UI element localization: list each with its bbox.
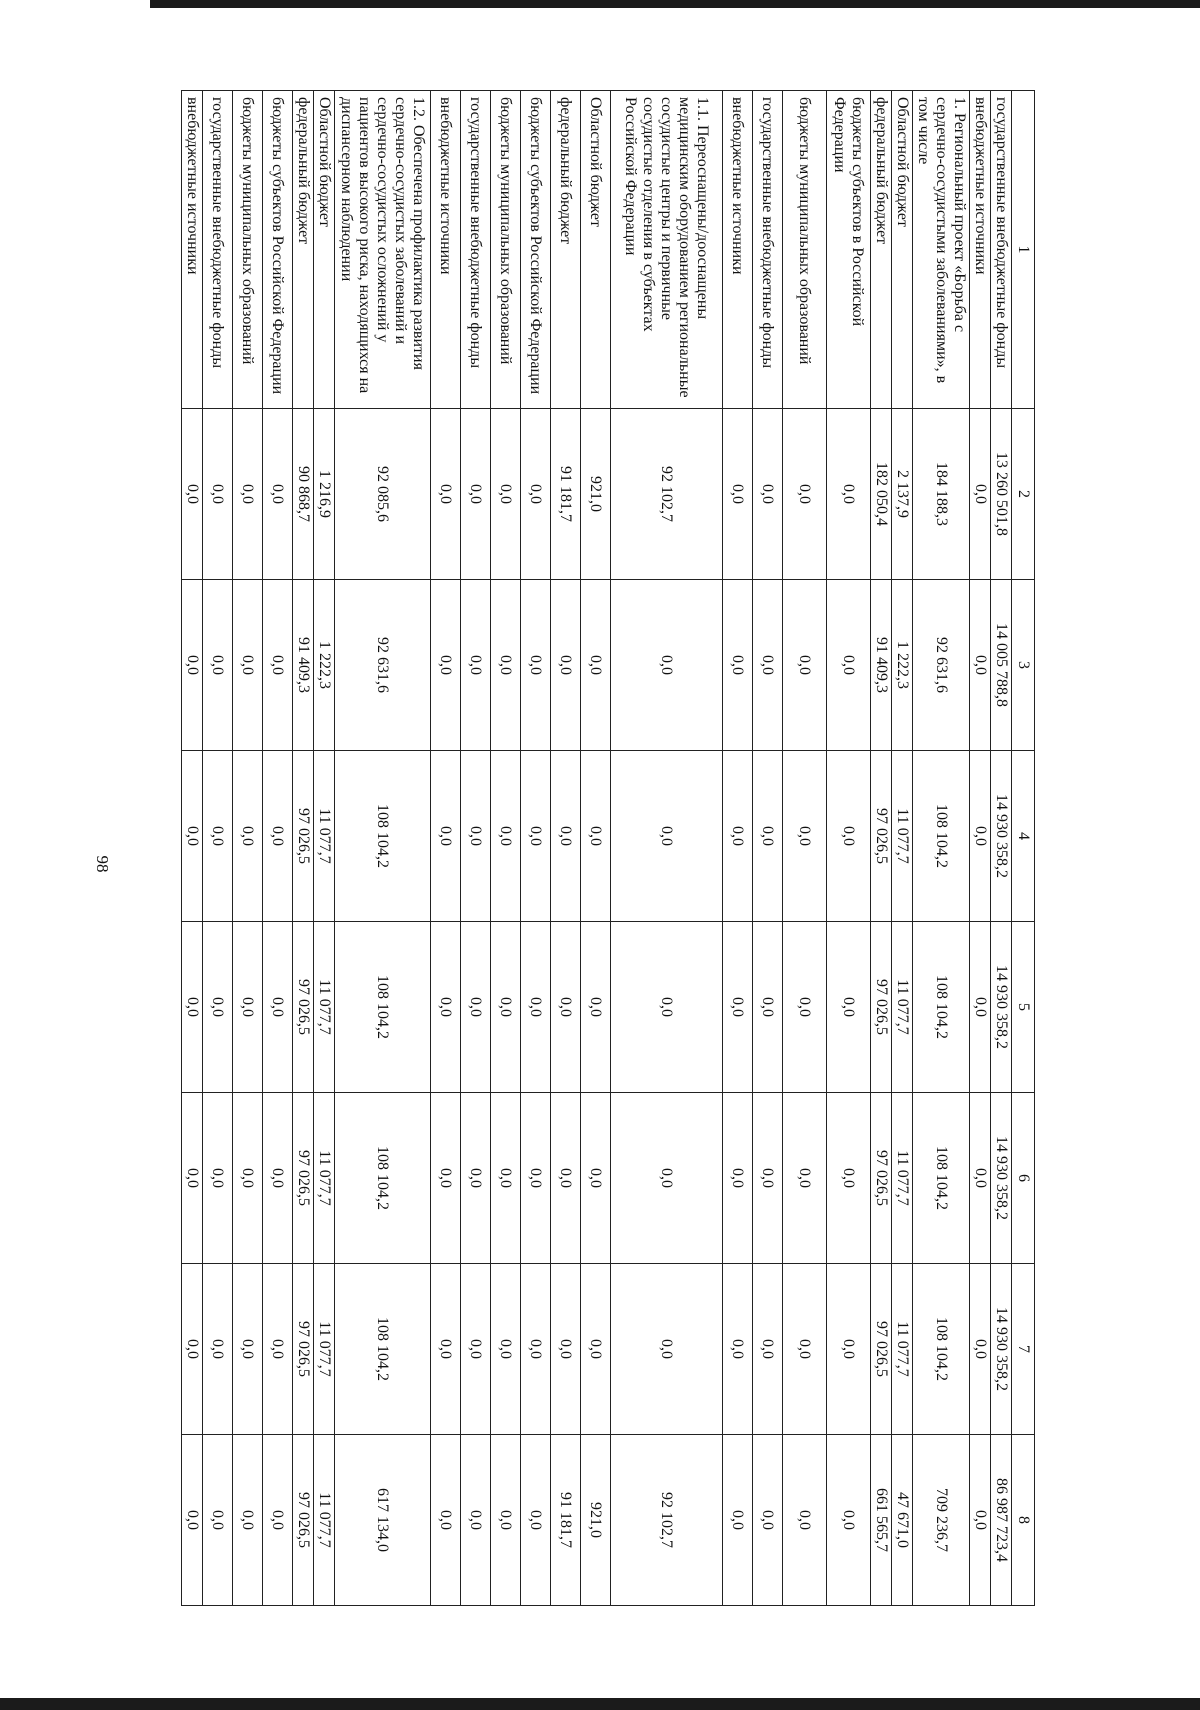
value-cell: 0,0 — [233, 922, 263, 1093]
value-cell: 921,0 — [581, 1435, 611, 1606]
value-cell: 0,0 — [753, 580, 783, 751]
value-cell: 0,0 — [461, 1264, 491, 1435]
table-row — [783, 91, 827, 1606]
value-cell: 0,0 — [581, 1264, 611, 1435]
value-cell: 0,0 — [827, 922, 871, 1093]
row-label: государственные внебюджетные фонды — [203, 91, 233, 409]
value-cell: 90 868,7 — [293, 409, 314, 580]
row-label: внебюджетные источники — [723, 91, 753, 409]
value-cell: 0,0 — [461, 922, 491, 1093]
value-cell: 0,0 — [182, 580, 203, 751]
value-cell: 11 077,7 — [314, 751, 335, 922]
value-cell: 0,0 — [581, 922, 611, 1093]
row-label: Областной бюджет — [892, 91, 913, 409]
value-cell: 0,0 — [723, 580, 753, 751]
table-row — [827, 91, 871, 1606]
value-cell: 0,0 — [203, 751, 233, 922]
table-row — [892, 91, 913, 1606]
value-cell: 0,0 — [970, 1435, 991, 1606]
value-cell: 0,0 — [611, 751, 723, 922]
value-cell: 0,0 — [970, 1093, 991, 1264]
value-cell: 11 077,7 — [314, 1264, 335, 1435]
value-cell: 0,0 — [233, 1093, 263, 1264]
value-cell: 0,0 — [461, 751, 491, 922]
value-cell: 0,0 — [551, 580, 581, 751]
value-cell: 0,0 — [461, 1435, 491, 1606]
value-cell: 0,0 — [233, 1435, 263, 1606]
row-label: 1.1. Переоснащены/дооснащены медицинским оборудованием региональные сосудистые центры и первичные сосудистые отделения в субъектах Российской Федерации — [611, 91, 723, 409]
value-cell: 91 181,7 — [551, 1435, 581, 1606]
row-label: внебюджетные источники — [431, 91, 461, 409]
column-header: 2 — [1012, 409, 1035, 580]
value-cell: 0,0 — [521, 1264, 551, 1435]
table-row — [871, 91, 892, 1606]
value-cell: 0,0 — [827, 1435, 871, 1606]
value-cell: 0,0 — [753, 1093, 783, 1264]
value-cell: 0,0 — [233, 1264, 263, 1435]
table-row — [233, 91, 263, 1606]
value-cell: 0,0 — [970, 922, 991, 1093]
value-cell: 0,0 — [182, 409, 203, 580]
value-cell: 0,0 — [723, 1093, 753, 1264]
table-row — [970, 91, 991, 1606]
value-cell: 92 631,6 — [913, 580, 970, 751]
value-cell: 0,0 — [182, 751, 203, 922]
value-cell: 0,0 — [263, 409, 293, 580]
scan-edge-top — [150, 0, 1200, 8]
row-label: бюджеты муниципальных образований — [233, 91, 263, 409]
value-cell: 1 222,3 — [892, 580, 913, 751]
table-row — [203, 91, 233, 1606]
value-cell: 0,0 — [970, 580, 991, 751]
row-label: бюджеты субъектов Российской Федерации — [263, 91, 293, 409]
value-cell: 182 050,4 — [871, 409, 892, 580]
column-header: 5 — [1012, 922, 1035, 1093]
rotated-table-container — [160, 90, 1035, 1605]
row-label: Областной бюджет — [314, 91, 335, 409]
table-row — [521, 91, 551, 1606]
value-cell: 11 077,7 — [892, 1264, 913, 1435]
value-cell: 0,0 — [461, 580, 491, 751]
value-cell: 0,0 — [521, 409, 551, 580]
value-cell: 0,0 — [783, 751, 827, 922]
row-label: Областной бюджет — [581, 91, 611, 409]
value-cell: 0,0 — [551, 751, 581, 922]
value-cell: 0,0 — [611, 1093, 723, 1264]
row-label: государственные внебюджетные фонды — [991, 91, 1012, 409]
value-cell: 0,0 — [182, 922, 203, 1093]
value-cell: 0,0 — [723, 1264, 753, 1435]
value-cell: 0,0 — [491, 922, 521, 1093]
value-cell: 11 077,7 — [892, 922, 913, 1093]
table-row — [293, 91, 314, 1606]
value-cell: 0,0 — [723, 751, 753, 922]
value-cell: 0,0 — [521, 751, 551, 922]
value-cell: 14 930 358,2 — [991, 751, 1012, 922]
table-row — [753, 91, 783, 1606]
value-cell: 184 188,3 — [913, 409, 970, 580]
value-cell: 0,0 — [753, 409, 783, 580]
value-cell: 0,0 — [551, 1093, 581, 1264]
value-cell: 1 216,9 — [314, 409, 335, 580]
value-cell: 0,0 — [263, 580, 293, 751]
table-row — [551, 91, 581, 1606]
row-label: государственные внебюджетные фонды — [461, 91, 491, 409]
row-label: бюджеты субъектов Российской Федерации — [521, 91, 551, 409]
value-cell: 0,0 — [491, 1093, 521, 1264]
value-cell: 92 102,7 — [611, 409, 723, 580]
value-cell: 91 409,3 — [293, 580, 314, 751]
column-header: 6 — [1012, 1093, 1035, 1264]
value-cell: 92 631,6 — [335, 580, 431, 751]
value-cell: 0,0 — [203, 1093, 233, 1264]
row-label: федеральный бюджет — [293, 91, 314, 409]
value-cell: 0,0 — [783, 1435, 827, 1606]
value-cell: 0,0 — [203, 1435, 233, 1606]
row-label: 1. Региональный проект «Борьба с сердечно-сосудистыми заболеваниями», в том числе — [913, 91, 970, 409]
value-cell: 0,0 — [263, 751, 293, 922]
value-cell: 0,0 — [970, 1264, 991, 1435]
page-number: 98 — [93, 855, 112, 873]
table-row — [913, 91, 970, 1606]
value-cell: 1 222,3 — [314, 580, 335, 751]
value-cell: 0,0 — [783, 409, 827, 580]
value-cell: 108 104,2 — [335, 751, 431, 922]
value-cell: 0,0 — [551, 922, 581, 1093]
value-cell: 0,0 — [263, 1093, 293, 1264]
row-label: федеральный бюджет — [871, 91, 892, 409]
column-header: 1 — [1012, 91, 1035, 409]
value-cell: 97 026,5 — [871, 1264, 892, 1435]
table-row — [431, 91, 461, 1606]
value-cell: 0,0 — [970, 751, 991, 922]
value-cell: 14 930 358,2 — [991, 922, 1012, 1093]
row-label: бюджеты субъектов в Российской Федерации — [827, 91, 871, 409]
value-cell: 0,0 — [431, 1435, 461, 1606]
table-row — [182, 91, 203, 1606]
row-label: федеральный бюджет — [551, 91, 581, 409]
value-cell: 0,0 — [461, 1093, 491, 1264]
column-header: 4 — [1012, 751, 1035, 922]
value-cell: 661 565,7 — [871, 1435, 892, 1606]
value-cell: 0,0 — [203, 580, 233, 751]
table-row — [335, 91, 431, 1606]
value-cell: 0,0 — [783, 580, 827, 751]
value-cell: 0,0 — [491, 751, 521, 922]
value-cell: 0,0 — [611, 580, 723, 751]
value-cell: 0,0 — [431, 1093, 461, 1264]
value-cell: 0,0 — [827, 409, 871, 580]
value-cell: 0,0 — [521, 922, 551, 1093]
value-cell: 0,0 — [203, 409, 233, 580]
value-cell: 0,0 — [182, 1435, 203, 1606]
value-cell: 11 077,7 — [314, 1093, 335, 1264]
value-cell: 0,0 — [491, 580, 521, 751]
value-cell: 14 005 788,8 — [991, 580, 1012, 751]
value-cell: 0,0 — [491, 409, 521, 580]
value-cell: 0,0 — [233, 409, 263, 580]
value-cell: 91 409,3 — [871, 580, 892, 751]
column-header: 7 — [1012, 1264, 1035, 1435]
value-cell: 921,0 — [581, 409, 611, 580]
value-cell: 97 026,5 — [871, 922, 892, 1093]
value-cell: 0,0 — [783, 1264, 827, 1435]
table-row — [611, 91, 723, 1606]
value-cell: 0,0 — [491, 1435, 521, 1606]
value-cell: 97 026,5 — [293, 922, 314, 1093]
value-cell: 0,0 — [263, 1435, 293, 1606]
value-cell: 108 104,2 — [913, 751, 970, 922]
value-cell: 0,0 — [521, 1093, 551, 1264]
value-cell: 0,0 — [431, 580, 461, 751]
table-row — [314, 91, 335, 1606]
value-cell: 0,0 — [203, 922, 233, 1093]
value-cell: 108 104,2 — [913, 1093, 970, 1264]
table-row — [263, 91, 293, 1606]
value-cell: 108 104,2 — [913, 1264, 970, 1435]
row-label: бюджеты муниципальных образований — [783, 91, 827, 409]
table-row — [491, 91, 521, 1606]
value-cell: 617 134,0 — [335, 1435, 431, 1606]
value-cell: 108 104,2 — [335, 922, 431, 1093]
value-cell: 47 671,0 — [892, 1435, 913, 1606]
value-cell: 0,0 — [723, 922, 753, 1093]
value-cell: 92 085,6 — [335, 409, 431, 580]
value-cell: 0,0 — [551, 1264, 581, 1435]
value-cell: 97 026,5 — [293, 751, 314, 922]
value-cell: 0,0 — [581, 580, 611, 751]
value-cell: 97 026,5 — [871, 751, 892, 922]
value-cell: 0,0 — [611, 922, 723, 1093]
value-cell: 0,0 — [753, 1435, 783, 1606]
value-cell: 0,0 — [827, 1093, 871, 1264]
value-cell: 0,0 — [521, 1435, 551, 1606]
value-cell: 14 930 358,2 — [991, 1264, 1012, 1435]
value-cell: 0,0 — [753, 922, 783, 1093]
row-label: 1.2. Обеспечена профилактика развития сердечно-сосудистых заболеваний и сердечно-сосудистых осложнений у пациентов высокого риска, находящихся на диспансерном наблюдении — [335, 91, 431, 409]
value-cell: 709 236,7 — [913, 1435, 970, 1606]
value-cell: 11 077,7 — [892, 1093, 913, 1264]
value-cell: 0,0 — [182, 1093, 203, 1264]
value-cell: 0,0 — [203, 1264, 233, 1435]
value-cell: 0,0 — [233, 751, 263, 922]
budget-table — [181, 90, 1035, 1606]
value-cell: 0,0 — [723, 409, 753, 580]
row-label: внебюджетные источники — [970, 91, 991, 409]
value-cell: 0,0 — [263, 1264, 293, 1435]
value-cell: 0,0 — [461, 409, 491, 580]
value-cell: 0,0 — [970, 409, 991, 580]
value-cell: 0,0 — [783, 1093, 827, 1264]
column-header: 8 — [1012, 1435, 1035, 1606]
value-cell: 0,0 — [431, 409, 461, 580]
value-cell: 97 026,5 — [293, 1264, 314, 1435]
value-cell: 0,0 — [611, 1264, 723, 1435]
value-cell: 0,0 — [182, 1264, 203, 1435]
value-cell: 0,0 — [753, 751, 783, 922]
value-cell: 92 102,7 — [611, 1435, 723, 1606]
value-cell: 11 077,7 — [314, 922, 335, 1093]
value-cell: 0,0 — [827, 1264, 871, 1435]
value-cell: 86 987 723,4 — [991, 1435, 1012, 1606]
value-cell: 0,0 — [491, 1264, 521, 1435]
scan-edge-bottom — [0, 1698, 1200, 1710]
value-cell: 97 026,5 — [293, 1435, 314, 1606]
header-row — [1012, 91, 1035, 1606]
value-cell: 11 077,7 — [892, 751, 913, 922]
value-cell: 0,0 — [431, 751, 461, 922]
value-cell: 0,0 — [581, 1093, 611, 1264]
table-row — [723, 91, 753, 1606]
value-cell: 0,0 — [753, 1264, 783, 1435]
value-cell: 13 260 501,8 — [991, 409, 1012, 580]
table-row — [581, 91, 611, 1606]
value-cell: 108 104,2 — [335, 1264, 431, 1435]
value-cell: 0,0 — [431, 1264, 461, 1435]
column-header: 3 — [1012, 580, 1035, 751]
row-label: внебюджетные источники — [182, 91, 203, 409]
row-label: бюджеты муниципальных образований — [491, 91, 521, 409]
table-row — [991, 91, 1012, 1606]
value-cell: 0,0 — [723, 1435, 753, 1606]
row-label: государственные внебюджетные фонды — [753, 91, 783, 409]
value-cell: 0,0 — [783, 922, 827, 1093]
value-cell: 0,0 — [263, 922, 293, 1093]
value-cell: 14 930 358,2 — [991, 1093, 1012, 1264]
value-cell: 91 181,7 — [551, 409, 581, 580]
value-cell: 108 104,2 — [913, 922, 970, 1093]
value-cell: 0,0 — [431, 922, 461, 1093]
table-body — [182, 91, 1012, 1606]
value-cell: 0,0 — [827, 751, 871, 922]
value-cell: 97 026,5 — [871, 1093, 892, 1264]
value-cell: 108 104,2 — [335, 1093, 431, 1264]
value-cell: 2 137,9 — [892, 409, 913, 580]
value-cell: 0,0 — [233, 580, 263, 751]
value-cell: 0,0 — [827, 580, 871, 751]
value-cell: 0,0 — [581, 751, 611, 922]
value-cell: 11 077,7 — [314, 1435, 335, 1606]
value-cell: 97 026,5 — [293, 1093, 314, 1264]
value-cell: 0,0 — [521, 580, 551, 751]
table-row — [461, 91, 491, 1606]
